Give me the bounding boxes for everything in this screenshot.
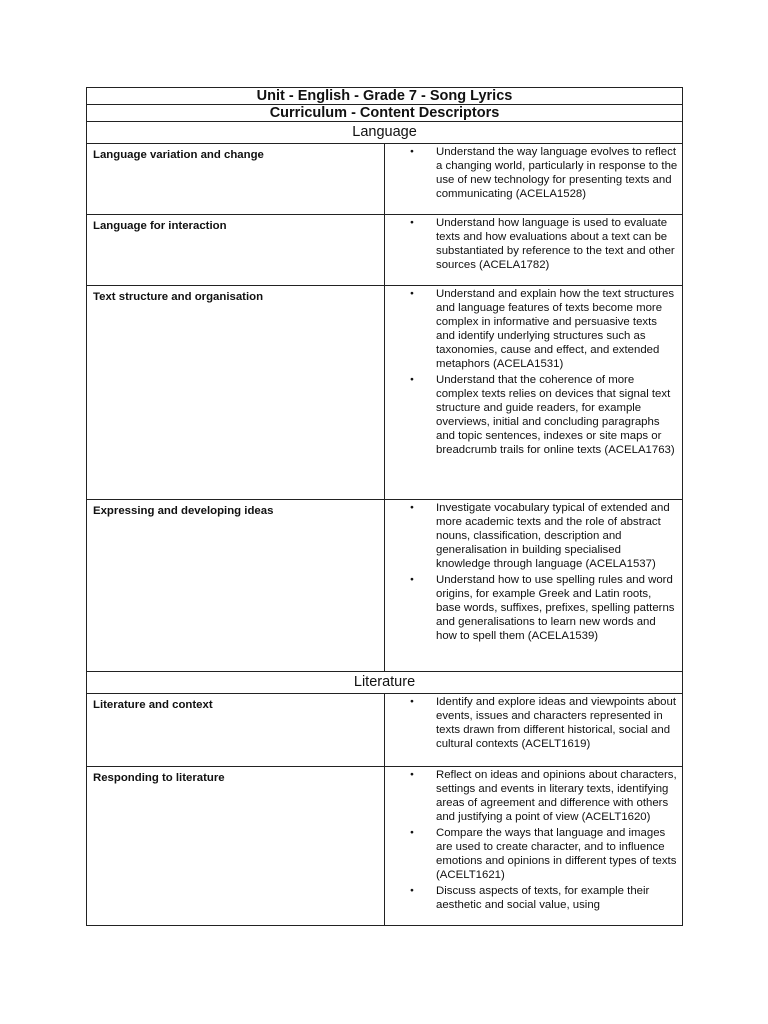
- section-heading-language: Language: [87, 122, 683, 144]
- subtitle-row: [87, 105, 683, 122]
- descriptor-item: ● Identify and explore ideas and viewpoints about events, issues and characters represented in texts drawn from different historical, social and cultural contexts (ACELT1619): [385, 695, 678, 751]
- row-label: Responding to literature: [87, 767, 385, 926]
- row-descriptors: [385, 144, 683, 215]
- descriptor-item: ● Investigate vocabulary typical of extended and more academic texts and the role of abstract nouns, classification, description and generalisation in building specialised knowledge through language (ACELA1537): [385, 501, 678, 571]
- descriptor-item: ● Reflect on ideas and opinions about characters, settings and events in literary texts, identifying areas of agreement and difference with others and justifying a point of view (ACELT1620): [385, 768, 678, 824]
- row-label: Expressing and developing ideas: [87, 500, 385, 672]
- descriptor-item: ● Understand how to use spelling rules and word origins, for example Greek and Latin roots, base words, suffixes, prefixes, spelling patterns and generalisations to learn new words and how to spell them (ACELA1539): [385, 573, 678, 643]
- descriptor-item: ● Understand the way language evolves to reflect a changing world, particularly in response to the use of new technology for presenting texts and communicating (ACELA1528): [385, 145, 678, 201]
- row-label: Text structure and organisation: [87, 286, 385, 500]
- descriptor-item: ● Compare the ways that language and images are used to create character, and to influence emotions and opinions in different types of texts (ACELT1621): [385, 826, 678, 882]
- table-row: [87, 694, 683, 767]
- descriptor-item: ● Understand how language is used to evaluate texts and how evaluations about a text can be substantiated by reference to the text and other sources (ACELA1782): [385, 216, 678, 272]
- row-descriptors: [385, 215, 683, 286]
- table-row: [87, 767, 683, 926]
- table-row: [87, 286, 683, 500]
- section-heading-row: [87, 672, 683, 694]
- curriculum-table: [86, 87, 683, 926]
- descriptor-item: ● Understand that the coherence of more complex texts relies on devices that signal text structure and guide readers, for example overviews, initial and concluding paragraphs and topic sentences, indexes or site maps or breadcrumb trails for online texts (ACELA1763): [385, 373, 678, 457]
- table-row: [87, 500, 683, 672]
- descriptor-item: ● Understand and explain how the text structures and language features of texts become more complex in informative and persuasive texts and identify underlying structures such as taxonomies, cause and effect, and extended metaphors (ACELA1531): [385, 287, 678, 371]
- section-heading-row: [87, 122, 683, 144]
- descriptor-item: ● Discuss aspects of texts, for example their aesthetic and social value, using: [385, 884, 678, 912]
- document-subtitle: Curriculum - Content Descriptors: [87, 105, 683, 122]
- row-label: Literature and context: [87, 694, 385, 767]
- table-row: [87, 144, 683, 215]
- row-descriptors: [385, 694, 683, 767]
- table-row: [87, 215, 683, 286]
- row-descriptors: [385, 500, 683, 672]
- row-label: Language variation and change: [87, 144, 385, 215]
- section-heading-literature: Literature: [87, 672, 683, 694]
- title-row: [87, 88, 683, 105]
- document-title: Unit - English - Grade 7 - Song Lyrics: [87, 88, 683, 105]
- row-label: Language for interaction: [87, 215, 385, 286]
- row-descriptors: [385, 286, 683, 500]
- row-descriptors: [385, 767, 683, 926]
